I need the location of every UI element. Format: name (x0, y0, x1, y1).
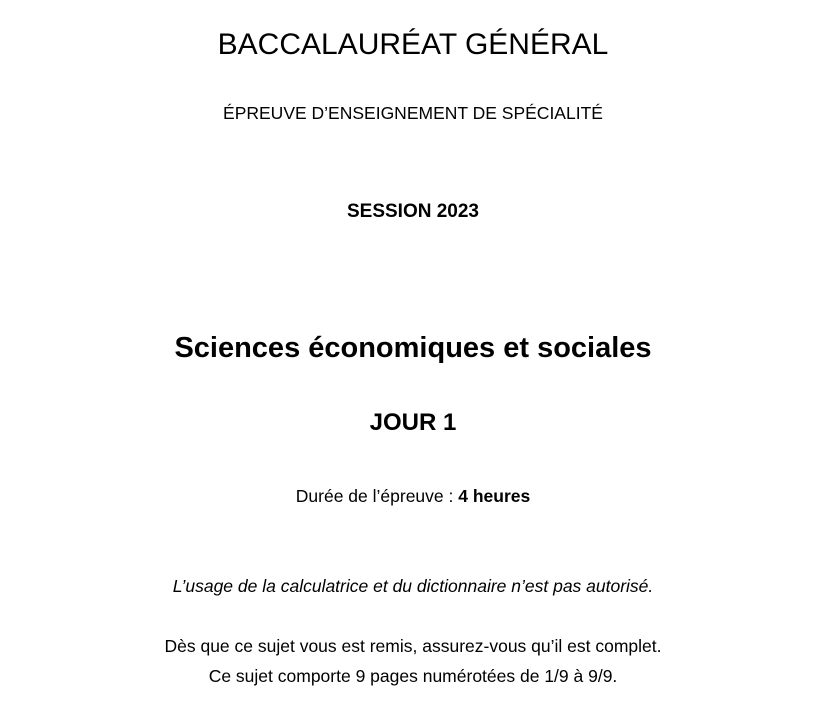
page-count-notice: Ce sujet comporte 9 pages numérotées de 1/9 à 9/9. (208, 666, 618, 686)
duration-value: 4 heures (458, 486, 531, 506)
duration-label: Durée de l’épreuve : (295, 486, 459, 506)
day-label: JOUR 1 (369, 409, 457, 436)
subject-title: Sciences économiques et sociales (174, 332, 652, 364)
completeness-notice: Dès que ce sujet vous est remis, assurez-vous qu’il est complet. (164, 636, 662, 656)
duration-line (0, 488, 826, 506)
exam-subtitle: ÉPREUVE D’ENSEIGNEMENT DE SPÉCIALITÉ (223, 103, 603, 123)
calculator-notice: L’usage de la calculatrice et du dictionnaire n’est pas autorisé. (172, 576, 654, 596)
session-label: SESSION 2023 (346, 201, 480, 222)
exam-title: BACCALAURÉAT GÉNÉRAL (217, 28, 609, 61)
